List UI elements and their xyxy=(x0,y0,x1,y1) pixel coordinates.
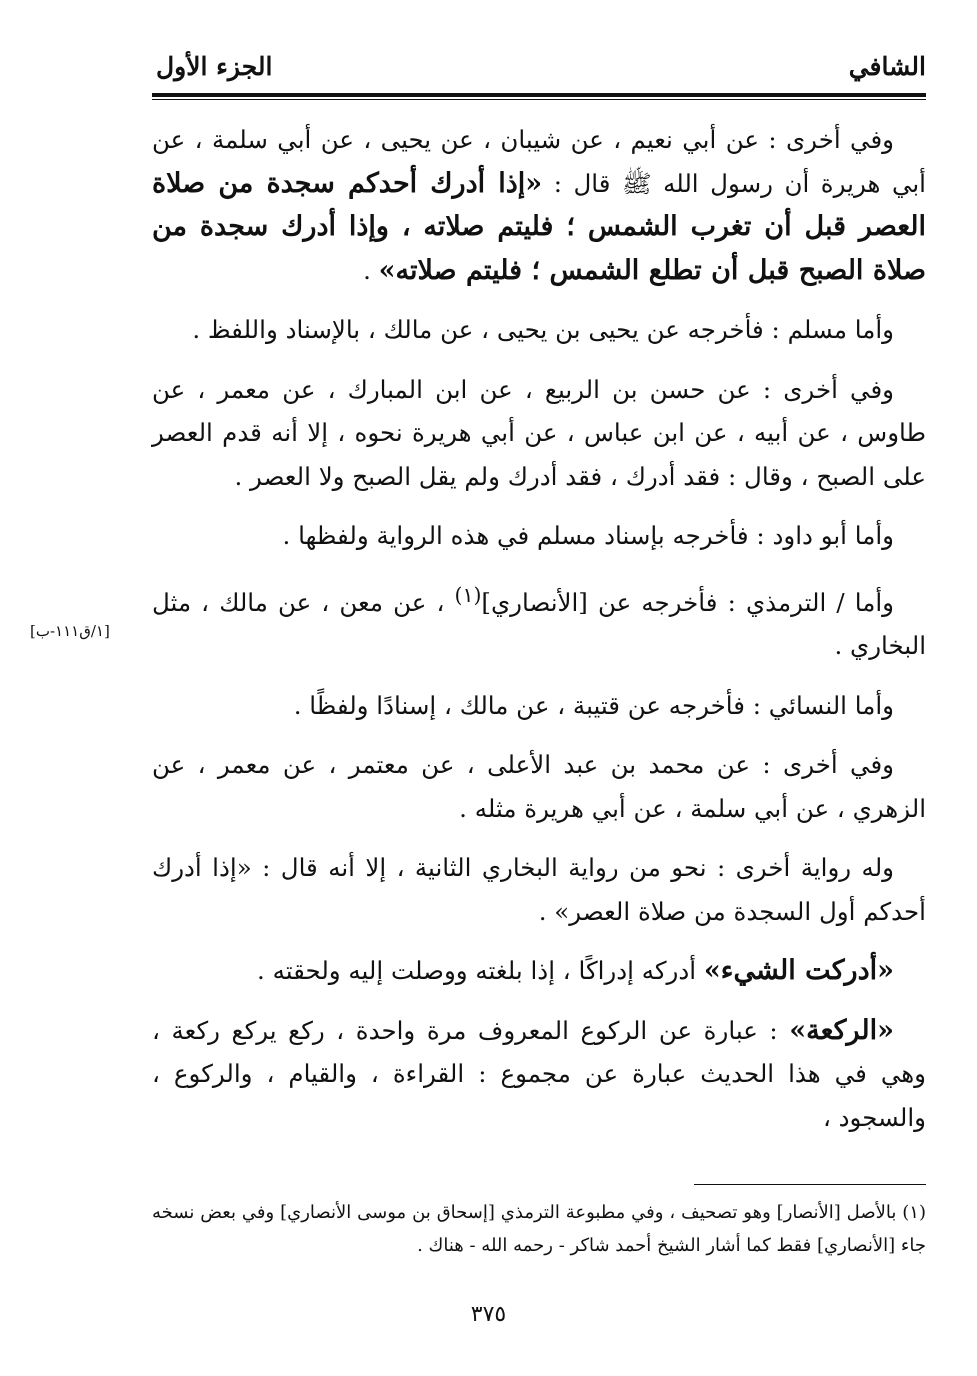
paragraph-5 xyxy=(152,574,926,668)
paragraph-2: وأما مسلم : فأخرجه عن يحيى بن يحيى ، عن مالك ، بالإسناد واللفظ . xyxy=(192,315,894,344)
paragraph-10 xyxy=(152,1009,926,1140)
footnote-ref: (١) xyxy=(454,582,482,607)
manuscript-folio-note: [١/ق١١١-ب] xyxy=(30,622,110,640)
running-header xyxy=(152,52,926,90)
paragraph-7: وفي أخرى : عن محمد بن عبد الأعلى ، عن معتمر ، عن معمر ، عن الزهري ، عن أبي سلمة ، عن أبي هريرة مثله . xyxy=(152,750,926,823)
paragraph-6: وأما النسائي : فأخرجه عن قتيبة ، عن مالك ، إسنادًا ولفظًا . xyxy=(293,690,894,720)
main-text xyxy=(152,118,926,1155)
footnotes xyxy=(152,1196,926,1262)
paragraph-4: وأما أبو داود : فأخرجه بإسناد مسلم في هذه الرواية ولفظها . xyxy=(282,521,894,550)
footnote-1: (١) بالأصل [الأنصار] وهو تصحيف ، وفي مطبوعة الترمذي [إسحاق بن موسى الأنصاري] وفي بعض نسخه جاء [الأنصاري] فقط كما أشار الشيخ أحمد شاكر - رحمه الله - هناك . xyxy=(152,1202,926,1256)
paragraph-3: وفي أخرى : عن حسن بن الربيع ، عن ابن المبارك ، عن معمر ، عن طاوس ، عن أبيه ، عن ابن عباس ، عن أبي هريرة نحوه ، إلا أنه قدم العصر على الصبح ، وقال : فقد أدرك ، فقد أدرك ولم يقل الصبح ولا العصر . xyxy=(152,374,926,491)
paragraph-1-text: وفي أخرى : عن أبي نعيم ، عن شيبان ، عن يحيى ، عن أبي سلمة ، عن أبي هريرة أن رسول الله ﷺ قال : xyxy=(152,125,926,198)
book-title: الشافي xyxy=(848,52,926,81)
paragraph-9 xyxy=(152,949,926,993)
header-rule-thin xyxy=(152,99,926,100)
paragraph-9-text: أدركه إدراكًا ، إذا بلغته ووصلت إليه ولحقته . xyxy=(257,956,704,986)
paragraph-1 xyxy=(152,118,926,292)
paragraph-5-text: وأما / الترمذي : فأخرجه عن [الأنصاري] xyxy=(481,587,894,617)
term-rakah: «الركعة» xyxy=(789,1014,894,1046)
paragraph-10-text: : عبارة عن الركوع المعروف مرة واحدة ، ركع يركع ركعة ، وهي في هذا الحديث عبارة عن مجموع : القراءة ، والقيام ، والركوع ، والسجود ، xyxy=(152,1015,926,1132)
paragraph-1-end: . xyxy=(363,255,379,285)
page-number: ٣٧٥ xyxy=(470,1302,507,1327)
term-adraktu: «أدركت الشيء» xyxy=(703,955,894,987)
footnote-rule xyxy=(694,1184,926,1185)
volume-title: الجزء الأول xyxy=(156,52,273,81)
header-rule-thick xyxy=(152,93,926,97)
paragraph-8: وله رواية أخرى : نحو من رواية البخاري الثانية ، إلا أنه قال : «إذا أدرك أحدكم أول السجدة من صلاة العصر» . xyxy=(152,853,926,926)
paragraph-5-end: ، عن معن ، عن مالك ، مثل البخاري . xyxy=(152,587,926,661)
hadith-quote: «إذا أدرك أحدكم سجدة من صلاة العصر قبل أن تغرب الشمس ؛ فليتم صلاته ، وإذا أدرك سجدة من صلاة الصبح قبل أن تطلع الشمس ؛ فليتم صلاته» xyxy=(152,167,926,286)
